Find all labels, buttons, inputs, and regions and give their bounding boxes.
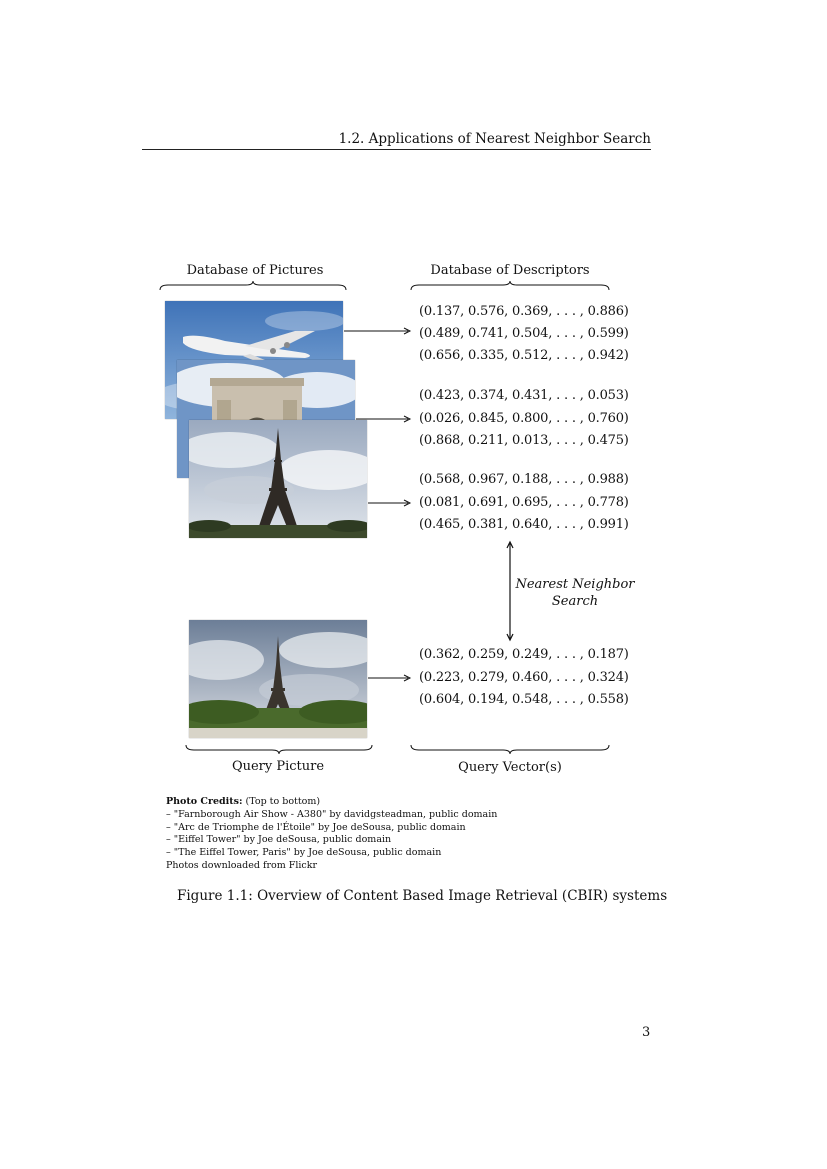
- top-brace-descriptors: [409, 280, 611, 292]
- credits-footer: Photos downloaded from Flickr: [166, 859, 318, 871]
- arrow-arc-to-descriptors: [354, 413, 414, 425]
- running-header: [142, 128, 651, 150]
- descriptor-vector: (0.489, 0.741, 0.504, . . . , 0.599): [419, 326, 629, 341]
- credits-heading: Photo Credits:: [166, 796, 243, 807]
- descriptor-vector: (0.081, 0.691, 0.695, . . . , 0.778): [419, 495, 629, 510]
- top-brace-pictures: [158, 280, 348, 292]
- label-query-picture: Query Picture: [231, 759, 325, 774]
- nearest-neighbor-label: [515, 576, 635, 610]
- arrow-query-to-vectors: [366, 672, 414, 684]
- descriptor-vector: (0.423, 0.374, 0.431, . . . , 0.053): [419, 388, 629, 403]
- credit-line: – "Eiffel Tower" by Joe deSousa, public domain: [166, 834, 392, 846]
- query-vector: (0.604, 0.194, 0.548, . . . , 0.558): [419, 692, 629, 707]
- query-vector: (0.362, 0.259, 0.249, . . . , 0.187): [419, 647, 629, 662]
- label-database-descriptors: Database of Descriptors: [430, 263, 590, 278]
- descriptor-vector: (0.656, 0.335, 0.512, . . . , 0.942): [419, 348, 629, 363]
- descriptor-vector: (0.568, 0.967, 0.188, . . . , 0.988): [419, 472, 629, 487]
- figure-caption: Figure 1.1: Overview of Content Based Image Retrieval (CBIR) systems: [177, 888, 668, 904]
- label-database-pictures: Database of Pictures: [186, 263, 324, 278]
- bottom-brace-query-picture: [184, 743, 374, 755]
- descriptor-vector: (0.465, 0.381, 0.640, . . . , 0.991): [419, 517, 629, 532]
- credit-line: – "The Eiffel Tower, Paris" by Joe deSousa, public domain: [166, 847, 442, 859]
- nearest-neighbor-label-line2: Search: [551, 594, 599, 609]
- credits-heading-note: (Top to bottom): [242, 796, 321, 807]
- photo-credits: [166, 796, 497, 873]
- eiffel-tower-photo: [189, 420, 367, 538]
- arrow-eiffel-to-descriptors: [366, 497, 414, 509]
- eiffel-tower-query-photo: [189, 620, 367, 738]
- arrow-airplane-to-descriptors: [342, 325, 414, 337]
- descriptor-vector: (0.137, 0.576, 0.369, . . . , 0.886): [419, 304, 629, 319]
- descriptor-vector: (0.868, 0.211, 0.013, . . . , 0.475): [419, 433, 629, 448]
- running-title: 1.2. Applications of Nearest Neighbor Search: [338, 131, 651, 147]
- label-query-vectors: Query Vector(s): [458, 760, 562, 775]
- nearest-neighbor-label-line1: Nearest Neighbor: [515, 577, 635, 592]
- query-vector: (0.223, 0.279, 0.460, . . . , 0.324): [419, 670, 629, 685]
- descriptor-vector: (0.026, 0.845, 0.800, . . . , 0.760): [419, 411, 629, 426]
- credits-heading-line: [166, 796, 497, 809]
- credit-line: – "Farnborough Air Show - A380" by davidgsteadman, public domain: [166, 808, 498, 820]
- page-number: 3: [642, 1025, 651, 1040]
- credit-line: – "Arc de Triomphe de l'Étoile" by Joe deSousa, public domain: [166, 821, 466, 833]
- bottom-brace-query-vectors: [409, 743, 611, 755]
